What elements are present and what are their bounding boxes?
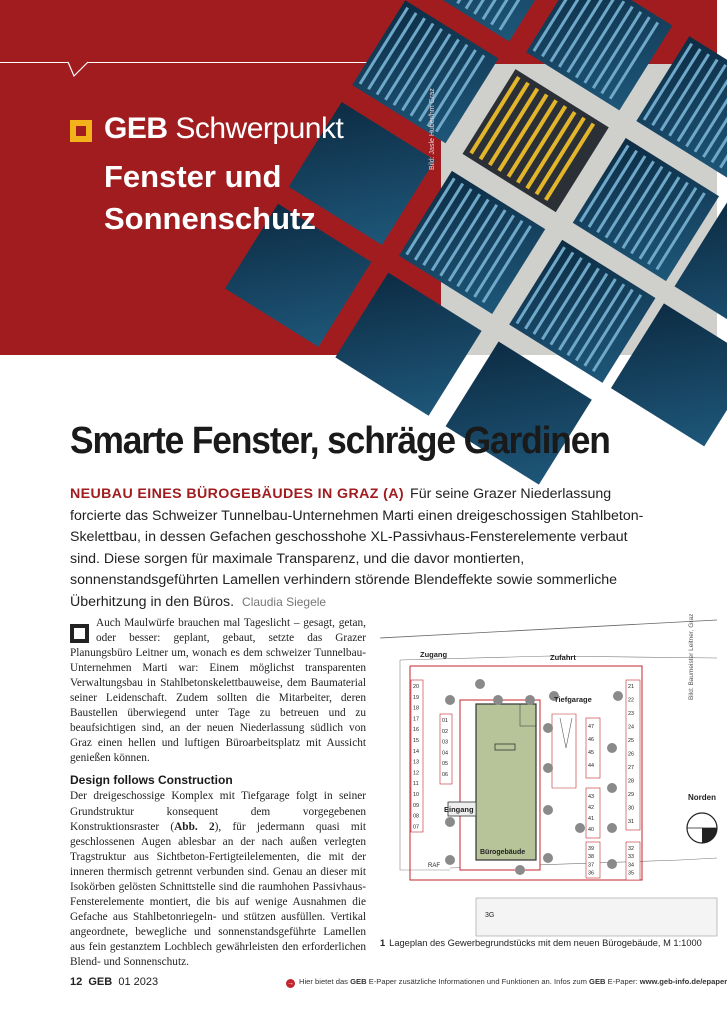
epaper-note: → Hier bietet das GEB E-Paper zusätzliche Informationen und Funktionen an. Infos zum GEB E-Paper: www.geb-info.de/epaper: [287, 977, 727, 987]
parking-space-number: 31: [628, 819, 634, 825]
label-raf: RAF: [428, 863, 440, 869]
magazine-name: GEB: [88, 976, 113, 988]
parking-space-number: 12: [413, 770, 419, 777]
header-notch: [66, 62, 90, 78]
lead-text: Für seine Grazer Niederlassung forcierte das Schweizer Tunnelbau-Unternehmen Marti einen dreigeschossigen Stahlbeton-Skelettbau, in dessen Gefachen geschosshohe XL-Passivhaus-Fensterelemente verbaut sind. Diese sorgen für maximale Transparenz, und die davor montierten, sonnenstandsgeführten Lamellen verhindern störende Blendeffekte sowie sommerliche Überhitzung in den Büros.: [70, 486, 644, 610]
section-title: Fenster und Sonnenschutz: [104, 159, 316, 236]
label-tiefgarage: Tiefgarage: [554, 695, 592, 704]
lead-kicker: NEUBAU EINES BÜROGEBÄUDES IN GRAZ (A): [70, 486, 405, 502]
site-plan-figure: [380, 618, 717, 936]
parking-space-number: 01: [442, 718, 448, 724]
parking-space-number: 09: [413, 802, 419, 809]
parking-space-number: 13: [413, 759, 419, 766]
parking-space-number: 06: [442, 772, 448, 778]
parking-space-number: 04: [442, 750, 448, 757]
header-band: [0, 0, 717, 355]
parking-space-number: 18: [413, 705, 419, 712]
parking-space-number: 44: [588, 763, 594, 769]
parking-space-number: 37: [588, 862, 594, 869]
figure-caption: [380, 938, 710, 948]
label-norden: Norden: [688, 793, 716, 802]
article-headline: Smarte Fenster, schräge Gardinen: [70, 420, 610, 462]
page-number: 12: [70, 976, 83, 988]
parking-space-number: 46: [588, 737, 594, 743]
parking-space-number: 32: [628, 846, 634, 852]
parking-space-number: 15: [413, 738, 419, 744]
parking-space-number: 23: [628, 711, 634, 717]
parking-space-number: 11: [413, 781, 419, 788]
parking-space-number: 36: [588, 870, 594, 877]
issue: 01 2023: [118, 976, 159, 988]
label-zugang: Zugang: [420, 650, 448, 659]
parking-space-number: 28: [628, 778, 634, 785]
caption-number: 1: [380, 938, 386, 948]
label-block: 3G: [485, 912, 495, 919]
label-zufahrt: Zufahrt: [550, 653, 576, 662]
parking-space-number: 08: [413, 813, 419, 820]
speech-bubble-icon: [70, 120, 92, 142]
body-subhead: Design follows Construction: [70, 773, 233, 788]
figure-reference[interactable]: Abb. 2: [174, 820, 215, 833]
caption-text: Lageplan des Gewerbegrundstücks mit dem neuen Bürogebäude, M 1:1000: [389, 938, 702, 948]
kicker-brand: GEB: [104, 112, 168, 145]
folio: [70, 976, 158, 988]
facade-photo: [441, 64, 717, 355]
parking-space-number: 10: [413, 792, 419, 798]
parking-space-number: 27: [628, 765, 634, 771]
parking-space-number: 43: [588, 794, 594, 800]
body-paragraph-1: Auch Maulwürfe brauchen mal Tageslicht – gesagt, getan, oder besser: geplant, gebaut, setzte das Grazer Planungsbüro Leitner um, wonach es dem schweizer Tunnelbau-Unternehmen Marti war: Einem möglichst transparenten Verwaltungsbau in Stahlbetonskelettbauweise, dem Baumaterial seiner Leidenschaft. Zudem sollten die Mitarbeiter, deren Baustellen überwiegend unter Tage zu betreuen und zu beaufsichtigen sind, an der neuen Niederlassung südlich von Graz einen hellen und luftigen Büroarbeitsplatz mit Aussicht genießen können.: [70, 617, 366, 765]
parking-space-number: 38: [588, 854, 594, 861]
parking-space-number: 33: [628, 854, 634, 861]
parking-space-number: 24: [628, 724, 634, 731]
parking-space-number: 29: [628, 792, 634, 798]
parking-space-number: 22: [628, 697, 634, 704]
label-eingang: Eingang: [444, 805, 474, 814]
header-rule-left: [0, 62, 68, 63]
parking-space-number: 21: [628, 684, 634, 690]
kicker-label: Schwerpunkt: [175, 112, 344, 145]
parking-space-number: 25: [628, 738, 634, 744]
arrow-right-icon: →: [287, 980, 294, 987]
epaper-link[interactable]: www.geb-info.de/epaper: [639, 977, 727, 986]
photo-credit: Bild: Jasle Huber/hm Graz: [429, 88, 436, 170]
parking-space-number: 14: [413, 748, 419, 755]
author: Claudia Siegele: [242, 594, 327, 609]
parking-space-number: 16: [413, 727, 419, 734]
parking-space-number: 17: [413, 716, 419, 723]
article-start-icon: [70, 624, 89, 643]
label-buerogebaeude: Bürogebäude: [480, 849, 526, 856]
parking-space-number: 47: [588, 724, 594, 730]
parking-space-number: 41: [588, 816, 594, 822]
body-paragraph-2: Der dreigeschossige Komplex mit Tiefgarage folgt in seiner Grundstruktur konsequent dem vorgegebenen Konstruktionsraster (Abb. 2), für jedermann quasi mit geschlossenen Augen ablesbar an der nach außen verlegten Tragstruktur aus Sichtbeton-Fertigteilelementen, die mit der inneren thermisch getrennt verbunden sind. Genau an dieser mit Isokörben gelösten Schnittstelle sind die raumhohen Passivhaus-Fensterelemente montiert, die bis auf wenige Ausnahmen die Gefache aus Stahlbetonriegeln- und stützen ausfüllen. Vertikal angeordnete, bewegliche und sonnenstandsgeführte Lamellen aus fein gestanztem Lochblech gewährleisten den erforderlichen Blend- und Sonnenschutz.: [70, 790, 366, 968]
article-lead: [70, 484, 660, 613]
parking-space-number: 34: [628, 862, 634, 869]
parking-space-number: 07: [413, 824, 419, 831]
parking-space-number: 30: [628, 805, 634, 812]
body-column: [70, 616, 366, 970]
parking-space-number: 20: [413, 684, 419, 690]
parking-space-number: 42: [588, 805, 594, 811]
parking-space-number: 19: [413, 694, 419, 701]
parking-space-number: 03: [442, 739, 448, 746]
site-plan: [380, 618, 717, 936]
section-kicker: [104, 112, 343, 146]
parking-space-number: 45: [588, 750, 594, 756]
parking-space-number: 26: [628, 751, 634, 758]
page-footer: [70, 976, 727, 992]
parking-space-number: 35: [628, 870, 634, 877]
parking-space-number: 05: [442, 761, 448, 768]
parking-space-number: 40: [588, 827, 594, 833]
parking-space-number: 02: [442, 728, 448, 735]
plan-credit: Bild: Baumeister Leitner, Graz: [688, 613, 695, 700]
parking-space-number: 39: [588, 846, 594, 852]
